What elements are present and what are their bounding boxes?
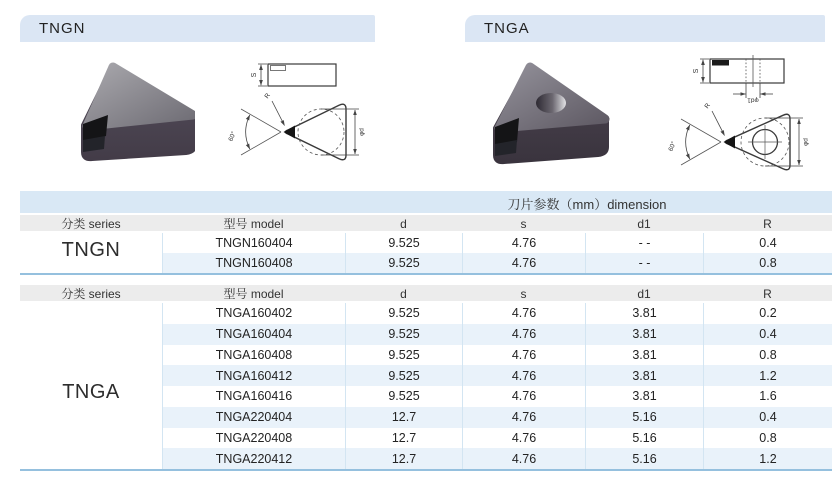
table-body [20,233,832,275]
d1-cell: 3.81 [585,324,703,345]
tngn-insert-image [35,52,195,167]
d-cell: 9.525 [345,386,462,407]
column-header: d [400,286,407,301]
model-cell: TNGA220408 [162,428,345,449]
tngn-dimension-drawing [222,55,367,177]
s-cell: 4.76 [462,448,585,469]
R-cell: 0.4 [703,324,832,345]
column-header: s [520,216,527,231]
d1-cell: - - [585,253,703,273]
column-header: d1 [637,286,651,301]
section-title-tnga: TNGA [484,20,530,37]
s-dim-label: S [693,68,700,74]
model-cell: TNGA160416 [162,386,345,407]
parameter-table [20,191,832,471]
d1-cell: 5.16 [585,448,703,469]
model-cell: TNGA220412 [162,448,345,469]
column-header: R [763,216,772,231]
s-cell: 4.76 [462,253,585,273]
diameter-label: φd [358,128,366,136]
model-cell: TNGN160408 [162,253,345,273]
R-cell: 0.8 [703,428,832,449]
d-cell: 9.525 [345,233,462,253]
s-cell: 4.76 [462,303,585,324]
hole-diameter-label: φd1 [747,96,759,104]
model-cell: TNGA160404 [162,324,345,345]
d-cell: 9.525 [345,253,462,273]
radius-label: R [263,92,272,101]
s-cell: 4.76 [462,428,585,449]
R-cell: 0.2 [703,303,832,324]
d1-cell: 5.16 [585,407,703,428]
section-bar-tnga [465,15,825,42]
d1-cell: 3.81 [585,345,703,366]
s-cell: 4.76 [462,324,585,345]
d-cell: 9.525 [345,324,462,345]
d1-cell: 3.81 [585,303,703,324]
s-cell: 4.76 [462,386,585,407]
R-cell: 1.6 [703,386,832,407]
d1-cell: 3.81 [585,365,703,386]
column-header: s [520,286,527,301]
model-cell: TNGA160412 [162,365,345,386]
R-cell: 0.8 [703,345,832,366]
column-header: 分类 series [61,287,121,301]
d1-cell: - - [585,233,703,253]
R-cell: 1.2 [703,365,832,386]
model-cell: TNGA160408 [162,345,345,366]
d-cell: 9.525 [345,345,462,366]
d-cell: 12.7 [345,407,462,428]
s-cell: 4.76 [462,365,585,386]
d-cell: 12.7 [345,428,462,449]
tnga-insert-image [472,52,637,167]
model-cell: TNGN160404 [162,233,345,253]
tnga-dimension-drawing [660,52,835,182]
section-title-tngn: TNGN [39,20,86,37]
section-gap [20,275,832,283]
angle-label: 60° [667,140,678,153]
table-title-band [20,191,832,213]
table-body [20,303,832,471]
table-header-row [20,213,832,233]
table-section-tnga [20,283,832,471]
d-cell: 9.525 [345,365,462,386]
series-cell: TNGA [20,303,162,469]
table-section-tngn [20,213,832,275]
model-cell: TNGA160402 [162,303,345,324]
s-dim-label: S [251,72,258,78]
d-cell: 9.525 [345,303,462,324]
series-cell: TNGN [20,233,162,273]
section-bar-tngn [20,15,375,42]
R-cell: 1.2 [703,448,832,469]
R-cell: 0.4 [703,407,832,428]
model-cell: TNGA220404 [162,407,345,428]
angle-label: 60° [227,130,238,143]
R-cell: 0.8 [703,253,832,273]
R-cell: 0.4 [703,233,832,253]
column-header: 分类 series [61,217,121,231]
table-header-row [20,283,832,303]
d1-cell: 3.81 [585,386,703,407]
column-header: 型号 model [223,217,284,231]
column-header: 型号 model [223,287,284,301]
column-header: d1 [637,216,651,231]
s-cell: 4.76 [462,407,585,428]
column-header: d [400,216,407,231]
column-header: R [763,286,772,301]
table-title: 刀片参数（mm）dimension [507,197,667,212]
diameter-label: φd [802,138,810,146]
radius-label: R [703,102,712,111]
d-cell: 12.7 [345,448,462,469]
s-cell: 4.76 [462,233,585,253]
d1-cell: 5.16 [585,428,703,449]
s-cell: 4.76 [462,345,585,366]
